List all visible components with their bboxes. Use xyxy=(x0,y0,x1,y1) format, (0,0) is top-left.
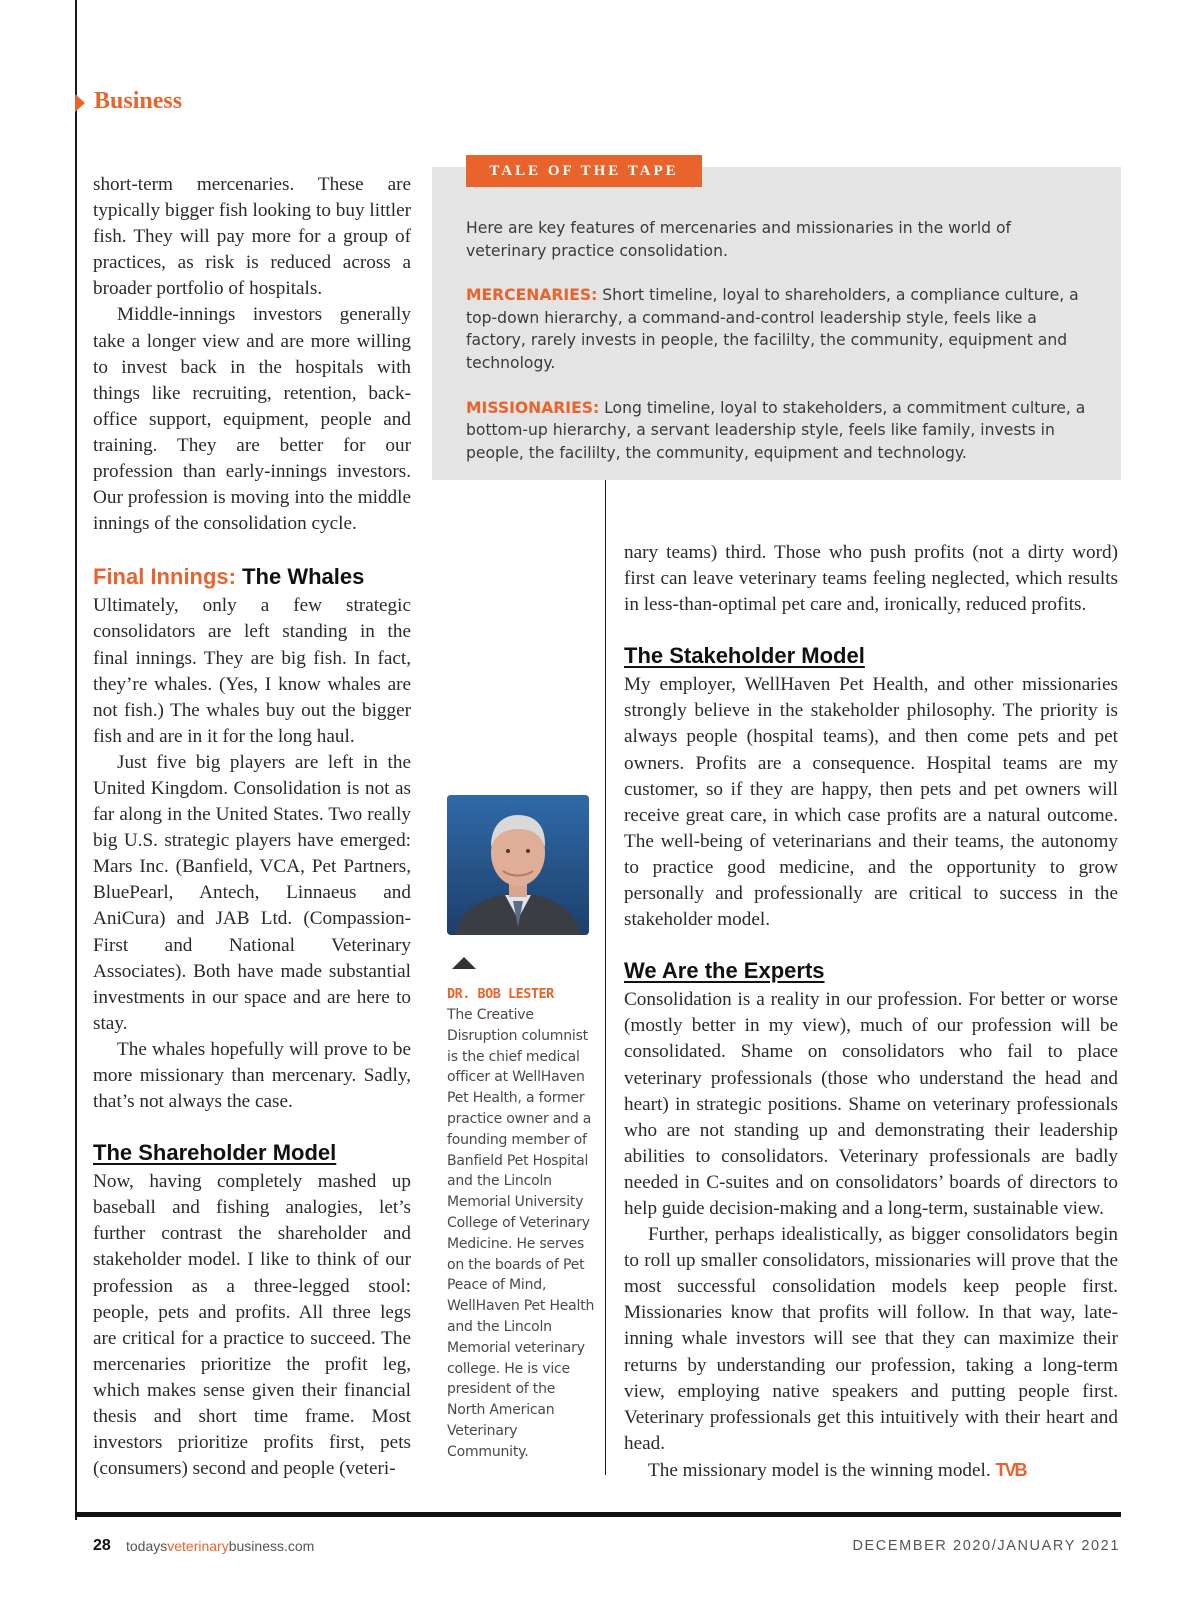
left-margin-rule xyxy=(75,0,77,1520)
sidebar-mercenaries xyxy=(466,284,1092,374)
footer-rule xyxy=(75,1512,1121,1517)
issue-date: DECEMBER 2020/JANUARY 2021 xyxy=(852,1538,1120,1554)
paragraph: Middle-innings investors generally take a longer view and are more willing to invest back in the hospitals with things like recruiting, retention, back-office support, equipment, people and training. They are better for our profession than early-innings investors. Our profession is moving into the middle innings of the consolidation cycle. xyxy=(93,304,411,535)
column-divider xyxy=(605,480,606,1475)
paragraph: Consolidation is a reality in our profession. For better or worse (mostly better in my view), much of our profession will be consolidated. Shame on consolidators who fail to place veterinary professionals (those who understand the head and heart) in strategic positions. Shame on veterinary professionals who are not standing up and demonstrating their leadership abilities to consolidators. Veterinary professionals are badly needed in C-suites and on consolidators’ boards of directors to help guide decision-making and a long-term, sustainable view. xyxy=(624,989,1118,1219)
section-arrow-icon xyxy=(75,94,85,112)
end-mark-logo: TVB xyxy=(995,1459,1026,1480)
subheading-final-innings xyxy=(93,563,411,591)
author-photo xyxy=(447,795,589,935)
site-highlight: veterinary xyxy=(167,1538,229,1554)
site-prefix: todays xyxy=(126,1538,168,1554)
sidebar-content xyxy=(466,217,1092,486)
paragraph: Ultimately, only a few strategic consolidators are left standing in the final innings. They are big fish. In fact, they’re whales. (Yes, I know whales are not fish.) The whales buy out the bigger fish and are in it for the long haul. xyxy=(93,595,411,747)
column-left xyxy=(93,172,411,1482)
subheading-accent: Final Innings: xyxy=(93,564,236,590)
caption-pointer-icon xyxy=(452,957,476,969)
subheading-shareholder-model: The Shareholder Model xyxy=(93,1140,337,1166)
tale-of-the-tape-tag: TALE OF THE TAPE xyxy=(466,155,702,187)
page-number: 28 xyxy=(93,1537,111,1554)
subheading-stakeholder-model: The Stakeholder Model xyxy=(624,643,865,669)
missionaries-text: Long timeline, loyal to stakeholders, a commitment culture, a bottom-up hierarchy, a servant leadership style, feels like family, invests in people, the facililty, the community, equipment and technology. xyxy=(466,398,1086,462)
footer-website xyxy=(126,1538,314,1554)
author-bio: The Creative Disruption columnist is the chief medical officer at WellHaven Pet Health, a former practice owner and a founding member of Banfield Pet Hospital and the Lincoln Memorial University College of Veterinary Medicine. He serves on the boards of Pet Peace of Mind, WellHaven Pet Health and the Lincoln Memorial veterinary college. He is vice president of the North American Veterinary Community. xyxy=(447,1007,595,1460)
paragraph-closing xyxy=(624,1457,1118,1484)
paragraph: The whales hopefully will prove to be more missionary than mercenary. Sadly, that’s not always the case. xyxy=(93,1038,411,1113)
subheading-rest: The Whales xyxy=(236,564,365,590)
paragraph: My employer, WellHaven Pet Health, and other missionaries strongly believe in the stakeholder philosophy. The priority is always people (hospital teams), and then come pets and pet owners. Profits are a consequence. Hospital teams are my customer, so if they are happy, then pets and pet owners will receive great care, in which case profits are a natural outcome. The well-being of veterinarians and their teams, the autonomy to practice good medicine, and the opportunity to grow personally and professionally are critical to success in the stakeholder model. xyxy=(624,674,1118,931)
subheading-experts: We Are the Experts xyxy=(624,958,825,984)
section-label: Business xyxy=(94,88,183,114)
column-right xyxy=(624,540,1118,1484)
mercenaries-text: Short timeline, loyal to shareholders, a compliance culture, a top-down hierarchy, a command-and-control leadership style, feels like a factory, rarely invests in people, the facililty, the community, equipment and technology. xyxy=(466,286,1079,372)
paragraph: Just five big players are left in the United Kingdom. Consolidation is not as far along in the United States. Two really big U.S. strategic players have emerged: Mars Inc. (Banfield, VCA, Pet Partners, BluePearl, Antech, Linnaeus and AniCura) and JAB Ltd. (Compassion-First and National Veterinary Associates). Both have made substantial investments in our space and are here to stay. xyxy=(93,751,411,1034)
paragraph: Further, perhaps idealistically, as bigger consolidators begin to roll up smaller consolidators, missionaries will prove that the most successful consolidation models keep people first. Missionaries know that profits will follow. In that way, late-inning whale investors will see that they can maximize their returns by understanding our profession, taking a long-term view, employing native speakers and putting people first. Veterinary professionals get this intuitively with their heart and head. xyxy=(624,1224,1118,1454)
paragraph: Now, having completely mashed up baseball and fishing analogies, let’s further contrast the shareholder and stakeholder model. I like to think of our profession as a three-legged stool: people, pets and profits. All three legs are critical for a practice to succeed. The mercenaries prioritize the profit leg, which makes sense given their financial thesis and short time frame. Most investors prioritize profits first, pets (consumers) second and people (veteri- xyxy=(93,1171,411,1480)
sidebar-missionaries xyxy=(466,397,1092,465)
paragraph: nary teams) third. Those who push profits (not a dirty word) first can leave veterinary teams feeling neglected, which results in less-than-optimal pet care and, ironically, reduced profits. xyxy=(624,542,1118,616)
site-suffix: business.com xyxy=(228,1538,315,1554)
paragraph: short-term mercenaries. These are typically bigger fish looking to buy littler fish. They will pay more for a group of practices, as risk is reduced across a broader portfolio of hospitals. xyxy=(93,174,411,300)
missionaries-label: MISSIONARIES: xyxy=(466,398,600,417)
mercenaries-label: MERCENARIES: xyxy=(466,286,598,305)
sidebar-intro: Here are key features of mercenaries and missionaries in the world of veterinary practice consolidation. xyxy=(466,219,1012,260)
closing-text: The missionary model is the winning model. xyxy=(648,1459,996,1481)
author-name: DR. BOB LESTER xyxy=(447,986,554,1002)
